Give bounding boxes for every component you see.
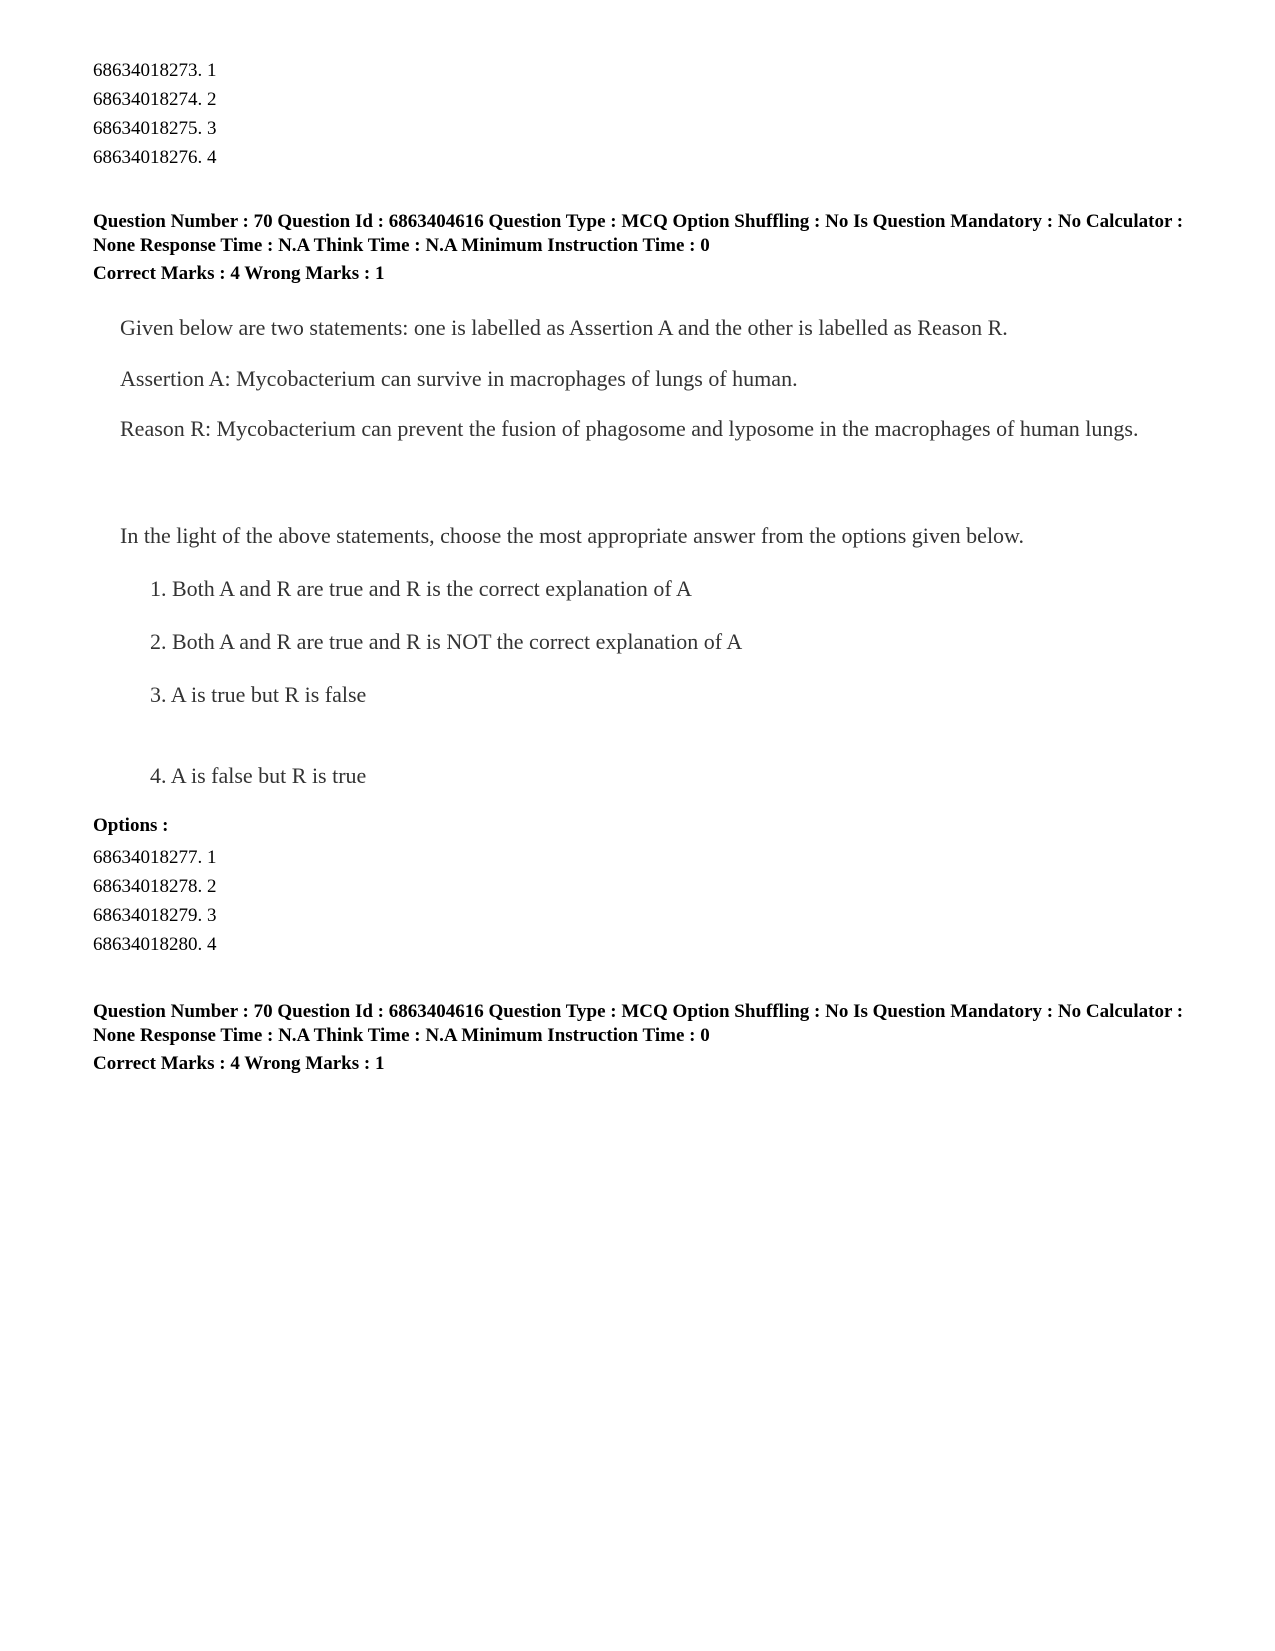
top-option-list	[93, 56, 217, 172]
question-intro: Given below are two statements: one is labelled as Assertion A and the other is labelled as Reason R.	[120, 315, 1008, 340]
option-line: 68634018279. 3	[93, 905, 217, 926]
choice-4: 4. A is false but R is true	[150, 763, 367, 788]
question-marks: Correct Marks : 4 Wrong Marks : 1	[93, 1053, 385, 1074]
question-option-list	[93, 843, 217, 959]
question-meta-text: Question Number : 70 Question Id : 6863404616 Question Type : MCQ Option Shuffling : No Is Question Mandatory : No Calculator : None Response Time : N.A Think Time : N.A Minimum Instruction Time : 0	[93, 1001, 1184, 1046]
option-line: 68634018276. 4	[93, 147, 217, 168]
choice-1: 1. Both A and R are true and R is the correct explanation of A	[150, 576, 692, 601]
option-line: 68634018275. 3	[93, 118, 217, 139]
choice-3: 3. A is true but R is false	[150, 682, 367, 707]
assertion-text: Assertion A: Mycobacterium can survive in macrophages of lungs of human.	[120, 366, 798, 391]
option-line: 68634018273. 1	[93, 60, 217, 81]
option-line: 68634018277. 1	[93, 847, 217, 868]
reason-text: Reason R: Mycobacterium can prevent the fusion of phagosome and lyposome in the macrophages of human lungs.	[120, 416, 1139, 441]
question-marks: Correct Marks : 4 Wrong Marks : 1	[93, 263, 385, 284]
question-prompt: In the light of the above statements, choose the most appropriate answer from the options given below.	[120, 523, 1025, 548]
choice-2: 2. Both A and R are true and R is NOT the correct explanation of A	[150, 629, 743, 654]
question-meta	[93, 210, 1203, 286]
question-meta-text: Question Number : 70 Question Id : 6863404616 Question Type : MCQ Option Shuffling : No Is Question Mandatory : No Calculator : None Response Time : N.A Think Time : N.A Minimum Instruction Time : 0	[93, 211, 1184, 256]
options-label: Options :	[93, 815, 169, 836]
option-line: 68634018278. 2	[93, 876, 217, 897]
option-line: 68634018280. 4	[93, 934, 217, 955]
option-line: 68634018274. 2	[93, 89, 217, 110]
question-meta	[93, 1000, 1203, 1076]
